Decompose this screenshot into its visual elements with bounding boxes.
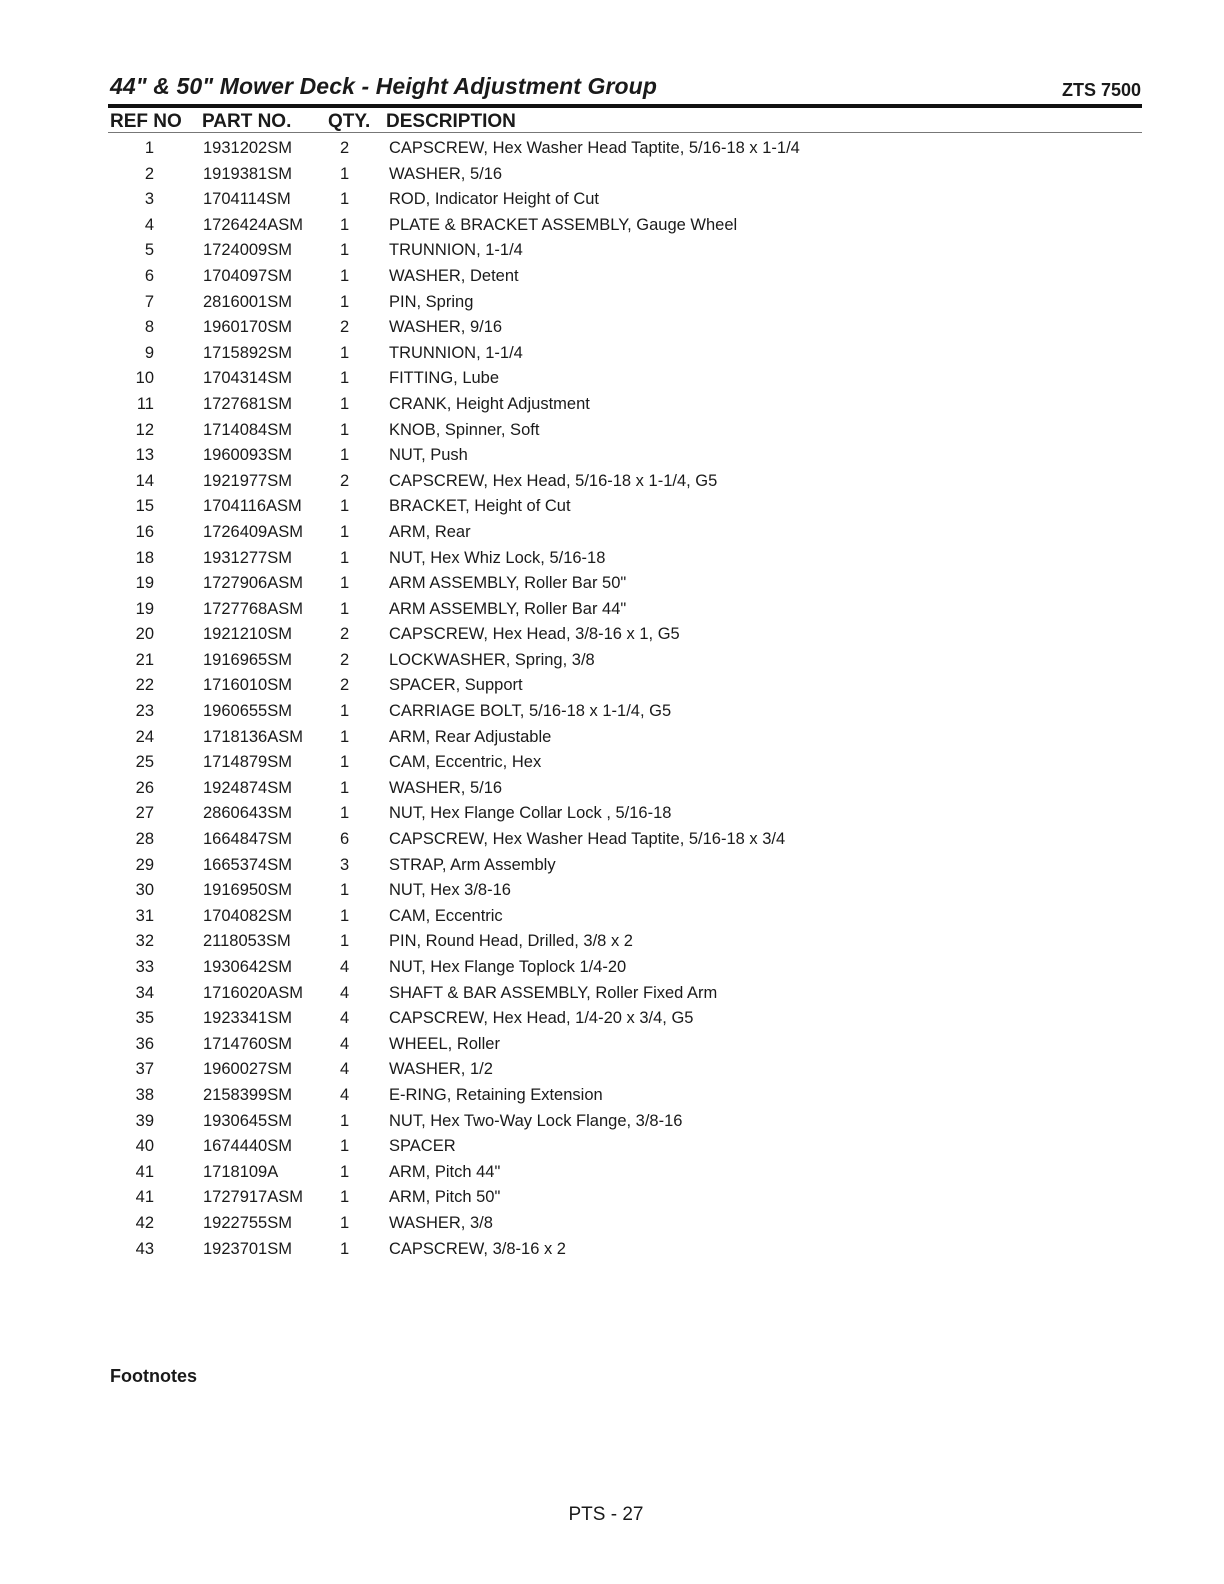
- part-no-cell: 1960027SM: [203, 1060, 292, 1079]
- part-no-cell: 1922755SM: [203, 1213, 292, 1232]
- part-no-cell: 1716010SM: [203, 676, 292, 695]
- table-row: [108, 1007, 1142, 1033]
- table-row: [108, 393, 1142, 419]
- part-no-cell: 2816001SM: [203, 292, 292, 311]
- qty-cell: 1: [340, 702, 350, 721]
- table-row: [108, 1084, 1142, 1110]
- part-no-cell: 1923701SM: [203, 1239, 292, 1258]
- description-cell: WASHER, 3/8: [389, 1213, 493, 1232]
- table-row: [108, 291, 1142, 317]
- qty-cell: 1: [340, 932, 350, 951]
- description-cell: ROD, Indicator Height of Cut: [389, 190, 600, 209]
- description-cell: CAPSCREW, Hex Head, 3/8-16 x 1, G5: [389, 625, 680, 644]
- ref-no-cell: 32: [135, 932, 154, 951]
- table-row: [108, 802, 1142, 828]
- column-header-ref-no: REF NO: [110, 111, 182, 132]
- ref-no-cell: 22: [135, 676, 154, 695]
- description-cell: WHEEL, Roller: [389, 1034, 500, 1053]
- ref-no-cell: 14: [135, 471, 154, 490]
- table-row: [108, 828, 1142, 854]
- table-row: [108, 1110, 1142, 1136]
- table-row: [108, 419, 1142, 445]
- qty-cell: 1: [340, 753, 350, 772]
- part-no-cell: 1923341SM: [203, 1009, 292, 1028]
- part-no-cell: 1704314SM: [203, 369, 292, 388]
- part-no-cell: 1930642SM: [203, 958, 292, 976]
- qty-cell: 1: [340, 420, 350, 439]
- ref-no-cell: 19: [135, 574, 154, 593]
- qty-cell: 1: [340, 1239, 350, 1258]
- part-no-cell: 1665374SM: [203, 855, 292, 874]
- table-row: [108, 930, 1142, 956]
- description-cell: CAM, Eccentric, Hex: [389, 753, 542, 772]
- ref-no-cell: 5: [144, 241, 154, 260]
- qty-cell: 1: [340, 266, 350, 285]
- ref-no-cell: 42: [135, 1213, 154, 1232]
- table-row: [108, 521, 1142, 547]
- qty-cell: 3: [340, 855, 350, 874]
- description-cell: ARM, Pitch 44": [389, 1162, 501, 1181]
- table-row: [108, 316, 1142, 342]
- description-cell: NUT, Hex Flange Collar Lock , 5/16-18: [389, 804, 672, 823]
- table-row: [108, 623, 1142, 649]
- ref-no-cell: 38: [135, 1085, 154, 1104]
- table-row: [108, 956, 1142, 982]
- ref-no-cell: 10: [135, 369, 154, 388]
- description-cell: CAPSCREW, 3/8-16 x 2: [389, 1239, 566, 1258]
- description-cell: WASHER, Detent: [389, 266, 519, 285]
- table-row: [108, 1161, 1142, 1187]
- ref-no-cell: 19: [135, 599, 154, 618]
- qty-cell: 1: [340, 599, 350, 618]
- ref-no-cell: 7: [144, 292, 154, 311]
- table-row: [108, 854, 1142, 880]
- table-row: [108, 982, 1142, 1008]
- ref-no-cell: 9: [144, 343, 154, 362]
- description-cell: PLATE & BRACKET ASSEMBLY, Gauge Wheel: [389, 215, 738, 234]
- description-cell: WASHER, 5/16: [389, 164, 503, 183]
- ref-no-cell: 18: [135, 548, 154, 567]
- ref-no-cell: 33: [135, 958, 154, 976]
- qty-cell: 1: [340, 369, 350, 388]
- ref-no-cell: 1: [144, 139, 154, 157]
- column-header-part-no: PART NO.: [202, 111, 292, 132]
- part-no-cell: 1704114SM: [203, 190, 291, 209]
- part-no-cell: 1718109A: [203, 1162, 279, 1181]
- table-row: [108, 751, 1142, 777]
- table-row: [108, 1135, 1142, 1161]
- part-no-cell: 1716020ASM: [203, 983, 303, 1002]
- description-cell: SHAFT & BAR ASSEMBLY, Roller Fixed Arm: [389, 983, 718, 1002]
- part-no-cell: 1916965SM: [203, 650, 292, 669]
- part-no-cell: 1931277SM: [203, 548, 292, 567]
- table-row: [108, 188, 1142, 214]
- part-no-cell: 1726424ASM: [203, 215, 303, 234]
- ref-no-cell: 28: [135, 830, 154, 849]
- description-cell: TRUNNION, 1-1/4: [389, 343, 523, 362]
- description-cell: NUT, Hex Two-Way Lock Flange, 3/8-16: [389, 1111, 683, 1130]
- ref-no-cell: 4: [144, 215, 154, 234]
- part-no-cell: 1715892SM: [203, 343, 292, 362]
- table-row: [108, 879, 1142, 905]
- description-cell: BRACKET, Height of Cut: [389, 497, 571, 516]
- part-no-cell: 1931202SM: [203, 139, 292, 157]
- qty-cell: 2: [340, 471, 350, 490]
- ref-no-cell: 23: [135, 702, 154, 721]
- table-row: [108, 137, 1142, 163]
- column-header-description: DESCRIPTION: [386, 111, 516, 132]
- description-cell: CAPSCREW, Hex Washer Head Taptite, 5/16-18 x 3/4: [389, 830, 786, 849]
- part-no-cell: 1704082SM: [203, 906, 292, 925]
- table-row: [108, 726, 1142, 752]
- table-row: [108, 444, 1142, 470]
- description-cell: PIN, Round Head, Drilled, 3/8 x 2: [389, 932, 633, 951]
- ref-no-cell: 20: [135, 625, 154, 644]
- table-row: [108, 777, 1142, 803]
- qty-cell: 1: [340, 394, 350, 413]
- title-divider: [108, 104, 1142, 108]
- description-cell: ARM, Rear: [389, 522, 471, 541]
- part-no-cell: 1714084SM: [203, 420, 292, 439]
- table-row: [108, 1238, 1142, 1264]
- description-cell: CAPSCREW, Hex Head, 1/4-20 x 3/4, G5: [389, 1009, 694, 1028]
- description-cell: ARM, Pitch 50": [389, 1188, 501, 1207]
- description-cell: CARRIAGE BOLT, 5/16-18 x 1-1/4, G5: [389, 702, 672, 721]
- qty-cell: 1: [340, 522, 350, 541]
- part-no-cell: 2118053SM: [203, 932, 291, 951]
- ref-no-cell: 41: [135, 1162, 154, 1181]
- table-row: [108, 1033, 1142, 1059]
- ref-no-cell: 30: [135, 881, 154, 900]
- description-cell: TRUNNION, 1-1/4: [389, 241, 523, 260]
- part-no-cell: 1921977SM: [203, 471, 292, 490]
- description-cell: FITTING, Lube: [389, 369, 500, 388]
- description-cell: ARM ASSEMBLY, Roller Bar 44": [389, 599, 627, 618]
- ref-no-cell: 12: [135, 420, 154, 439]
- qty-cell: 1: [340, 1137, 350, 1156]
- ref-no-cell: 31: [135, 906, 154, 925]
- description-cell: ARM, Rear Adjustable: [389, 727, 552, 746]
- qty-cell: 1: [340, 1162, 350, 1181]
- ref-no-cell: 37: [135, 1060, 154, 1079]
- description-cell: WASHER, 1/2: [389, 1060, 493, 1079]
- qty-cell: 4: [340, 1009, 350, 1028]
- page-title: 44" & 50" Mower Deck - Height Adjustment Group: [110, 73, 657, 99]
- ref-no-cell: 40: [135, 1137, 154, 1156]
- table-row: [108, 1058, 1142, 1084]
- qty-cell: 2: [340, 625, 350, 644]
- qty-cell: 1: [340, 727, 350, 746]
- ref-no-cell: 15: [135, 497, 154, 516]
- table-row: [108, 1186, 1142, 1212]
- qty-cell: 1: [340, 241, 350, 260]
- part-no-cell: 1704116ASM: [203, 497, 302, 516]
- qty-cell: 1: [340, 1213, 350, 1232]
- ref-no-cell: 35: [135, 1009, 154, 1028]
- table-row: [108, 547, 1142, 573]
- ref-no-cell: 39: [135, 1111, 154, 1130]
- ref-no-cell: 16: [135, 522, 154, 541]
- description-cell: CAPSCREW, Hex Washer Head Taptite, 5/16-18 x 1-1/4: [389, 139, 800, 157]
- qty-cell: 1: [340, 1111, 350, 1130]
- part-no-cell: 1726409ASM: [203, 522, 303, 541]
- ref-no-cell: 34: [135, 983, 154, 1002]
- part-no-cell: 1960093SM: [203, 446, 292, 465]
- part-no-cell: 1704097SM: [203, 266, 292, 285]
- ref-no-cell: 25: [135, 753, 154, 772]
- column-header-qty: QTY.: [328, 111, 371, 132]
- qty-cell: 2: [340, 676, 350, 695]
- description-cell: NUT, Hex Flange Toplock 1/4-20: [389, 958, 627, 976]
- parts-table: [108, 137, 1142, 1263]
- description-cell: KNOB, Spinner, Soft: [389, 420, 540, 439]
- model-code: ZTS 7500: [1061, 80, 1141, 100]
- ref-no-cell: 26: [135, 778, 154, 797]
- table-row: [108, 649, 1142, 675]
- ref-no-cell: 3: [144, 190, 154, 209]
- part-no-cell: 1724009SM: [203, 241, 292, 260]
- description-cell: STRAP, Arm Assembly: [389, 855, 556, 874]
- page-number: PTS - 27: [568, 1504, 644, 1525]
- description-cell: PIN, Spring: [389, 292, 474, 311]
- table-row: [108, 700, 1142, 726]
- qty-cell: 1: [340, 574, 350, 593]
- table-row: [108, 905, 1142, 931]
- ref-no-cell: 13: [135, 446, 154, 465]
- table-header: [108, 110, 1142, 133]
- qty-cell: 1: [340, 292, 350, 311]
- part-no-cell: 1960170SM: [203, 318, 292, 337]
- qty-cell: 4: [340, 1085, 350, 1104]
- description-cell: SPACER: [389, 1137, 456, 1156]
- qty-cell: 4: [340, 983, 350, 1002]
- description-cell: WASHER, 9/16: [389, 318, 503, 337]
- table-row: [108, 470, 1142, 496]
- part-no-cell: 1727917ASM: [203, 1188, 303, 1207]
- part-no-cell: 2158399SM: [203, 1085, 292, 1104]
- qty-cell: 2: [340, 139, 350, 157]
- description-cell: CAM, Eccentric: [389, 906, 503, 925]
- ref-no-cell: 27: [135, 804, 154, 823]
- part-no-cell: 1718136ASM: [203, 727, 303, 746]
- qty-cell: 4: [340, 958, 350, 976]
- description-cell: NUT, Hex 3/8-16: [389, 881, 511, 900]
- qty-cell: 1: [340, 778, 350, 797]
- ref-no-cell: 21: [135, 650, 154, 669]
- ref-no-cell: 36: [135, 1034, 154, 1053]
- footnotes-heading: Footnotes: [110, 1366, 197, 1386]
- qty-cell: 1: [340, 497, 350, 516]
- table-row: [108, 163, 1142, 189]
- ref-no-cell: 8: [144, 318, 154, 337]
- part-no-cell: 1727906ASM: [203, 574, 303, 593]
- description-cell: CRANK, Height Adjustment: [389, 394, 590, 413]
- table-row: [108, 367, 1142, 393]
- description-cell: NUT, Push: [389, 446, 468, 465]
- qty-cell: 6: [340, 830, 350, 849]
- qty-cell: 2: [340, 650, 350, 669]
- part-no-cell: 1960655SM: [203, 702, 292, 721]
- part-no-cell: 1919381SM: [203, 164, 292, 183]
- table-row: [108, 598, 1142, 624]
- ref-no-cell: 24: [135, 727, 154, 746]
- part-no-cell: 2860643SM: [203, 804, 292, 823]
- qty-cell: 4: [340, 1060, 350, 1079]
- part-no-cell: 1930645SM: [203, 1111, 292, 1130]
- part-no-cell: 1916950SM: [203, 881, 292, 900]
- part-no-cell: 1727768ASM: [203, 599, 303, 618]
- ref-no-cell: 41: [135, 1188, 154, 1207]
- description-cell: CAPSCREW, Hex Head, 5/16-18 x 1-1/4, G5: [389, 471, 718, 490]
- part-no-cell: 1714879SM: [203, 753, 292, 772]
- qty-cell: 1: [340, 446, 350, 465]
- part-no-cell: 1714760SM: [203, 1034, 292, 1053]
- table-row: [108, 214, 1142, 240]
- table-row: [108, 342, 1142, 368]
- qty-cell: 1: [340, 1188, 350, 1207]
- table-row: [108, 572, 1142, 598]
- part-no-cell: 1921210SM: [203, 625, 292, 644]
- description-cell: ARM ASSEMBLY, Roller Bar 50": [389, 574, 627, 593]
- ref-no-cell: 43: [135, 1239, 154, 1258]
- qty-cell: 4: [340, 1034, 350, 1053]
- part-no-cell: 1924874SM: [203, 778, 292, 797]
- qty-cell: 2: [340, 318, 350, 337]
- ref-no-cell: 2: [144, 164, 154, 183]
- description-cell: SPACER, Support: [389, 676, 523, 695]
- description-cell: LOCKWASHER, Spring, 3/8: [389, 650, 595, 669]
- ref-no-cell: 6: [144, 266, 154, 285]
- qty-cell: 1: [340, 804, 350, 823]
- part-no-cell: 1727681SM: [203, 394, 292, 413]
- table-row: [108, 1212, 1142, 1238]
- description-cell: NUT, Hex Whiz Lock, 5/16-18: [389, 548, 606, 567]
- part-no-cell: 1674440SM: [203, 1137, 292, 1156]
- qty-cell: 1: [340, 906, 350, 925]
- table-row: [108, 495, 1142, 521]
- part-no-cell: 1664847SM: [203, 830, 292, 849]
- table-row: [108, 265, 1142, 291]
- table-row: [108, 674, 1142, 700]
- qty-cell: 1: [340, 548, 350, 567]
- qty-cell: 1: [340, 164, 350, 183]
- ref-no-cell: 11: [136, 394, 154, 413]
- qty-cell: 1: [340, 215, 350, 234]
- table-row: [108, 239, 1142, 265]
- qty-cell: 1: [340, 190, 350, 209]
- qty-cell: 1: [340, 881, 350, 900]
- ref-no-cell: 29: [135, 855, 154, 874]
- qty-cell: 1: [340, 343, 350, 362]
- description-cell: E-RING, Retaining Extension: [389, 1085, 603, 1104]
- description-cell: WASHER, 5/16: [389, 778, 503, 797]
